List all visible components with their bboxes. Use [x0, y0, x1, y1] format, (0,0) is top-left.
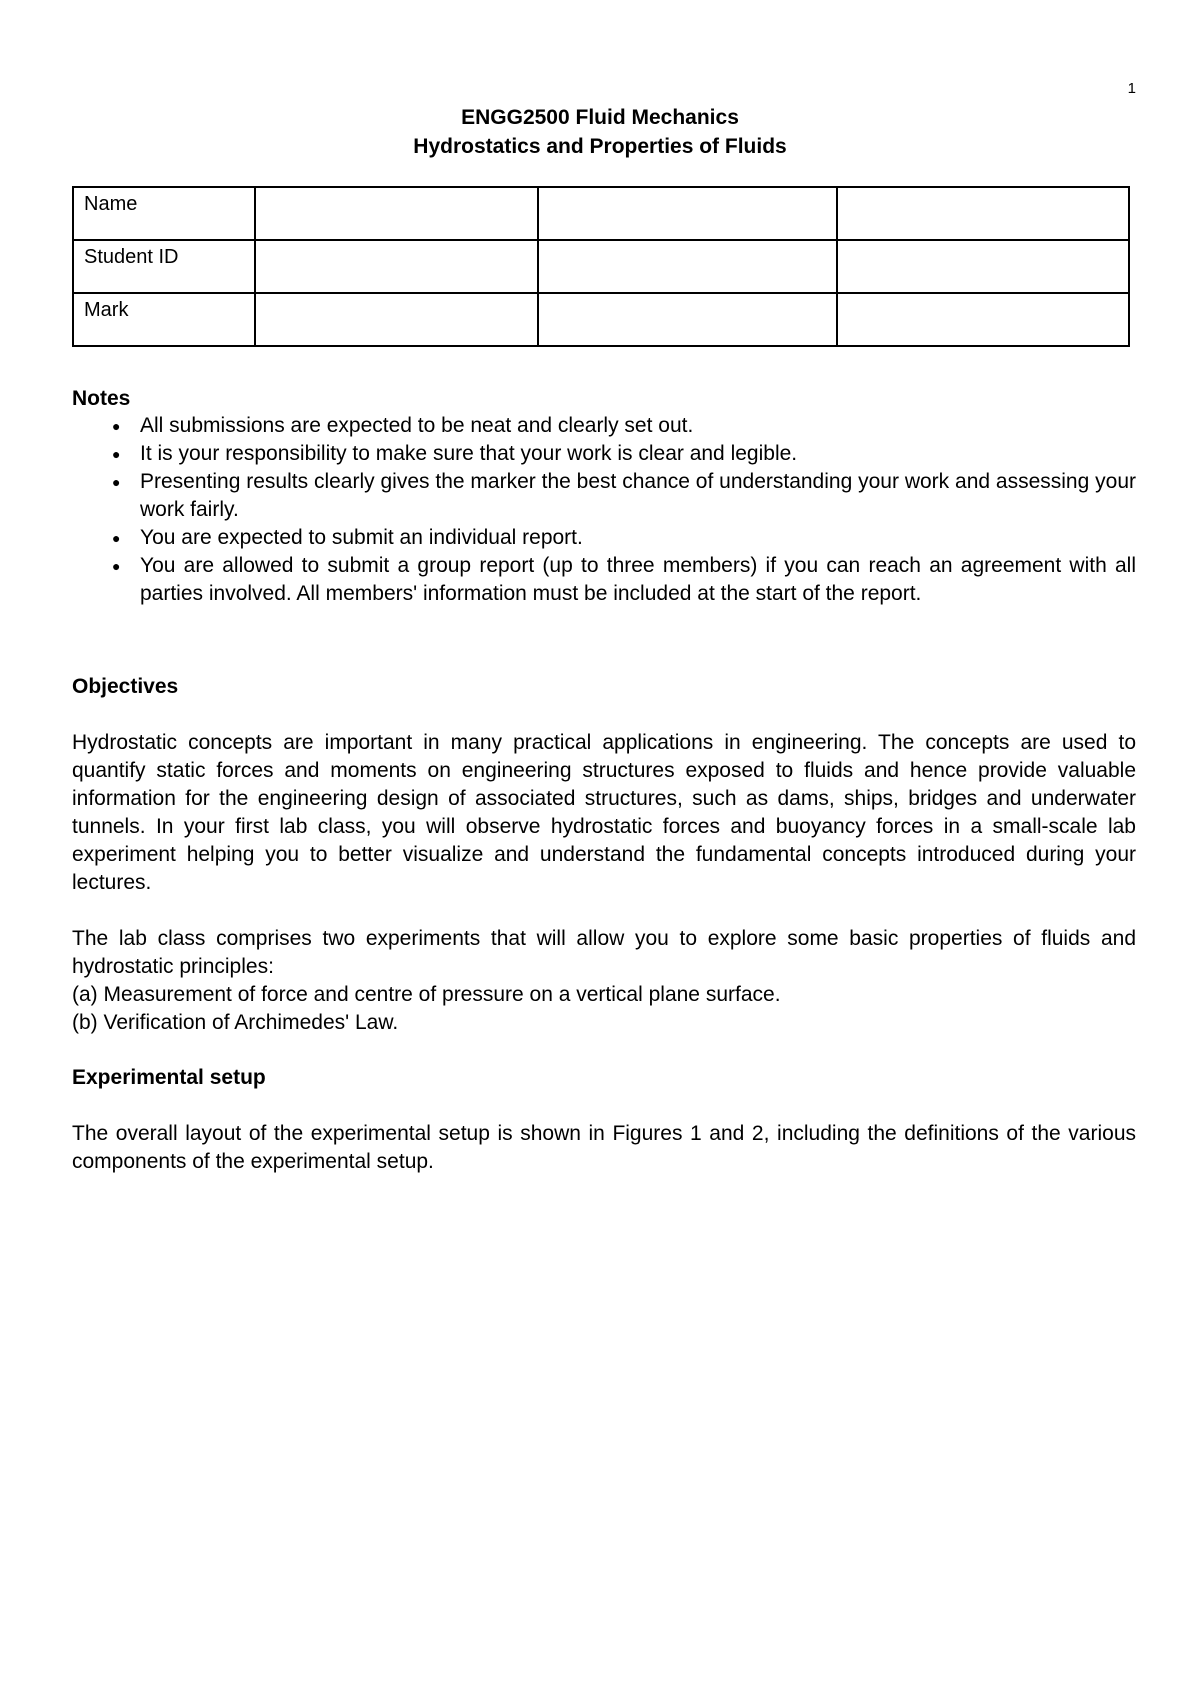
list-item: ● It is your responsibility to make sure that your work is clear and legible.	[72, 440, 1136, 468]
bullet-icon: ●	[112, 530, 121, 546]
list-item: ● Presenting results clearly gives the marker the best chance of understanding your work and assessing your work fairly.	[112, 470, 1136, 521]
title-course: ENGG2500 Fluid Mechanics	[461, 106, 739, 129]
mark-cell-1[interactable]	[255, 293, 538, 346]
page-number: 1	[1127, 80, 1136, 97]
title-subject: Hydrostatics and Properties of Fluids	[413, 135, 787, 158]
name-cell-3[interactable]	[837, 187, 1129, 240]
student-id-cell-1[interactable]	[255, 240, 538, 293]
list-item: ● You are expected to submit an individual report.	[72, 524, 1136, 552]
experiment-item-a: (a) Measurement of force and centre of pressure on a vertical plane surface.	[72, 983, 781, 1006]
objectives-heading: Objectives	[72, 675, 179, 698]
list-item: ● All submissions are expected to be neat and clearly set out.	[72, 412, 1136, 440]
document-title	[0, 103, 1200, 161]
table-row-mark	[73, 293, 1129, 346]
bullet-icon: ●	[112, 474, 121, 490]
name-cell-2[interactable]	[538, 187, 837, 240]
experimental-setup-heading: Experimental setup	[72, 1066, 266, 1089]
table-row-student-id	[73, 240, 1129, 293]
list-item: ● You are allowed to submit a group report (up to three members) if you can reach an agreement with all parties involved. All members' information must be included at the start of the report.	[112, 554, 1136, 605]
bullet-icon: ●	[112, 446, 121, 462]
name-cell-1[interactable]	[255, 187, 538, 240]
student-id-label: Student ID	[73, 240, 255, 293]
student-id-cell-3[interactable]	[837, 240, 1129, 293]
experiment-item-b: (b) Verification of Archimedes' Law.	[72, 1011, 399, 1034]
notes-list	[72, 412, 1136, 608]
objectives-paragraph-1: Hydrostatic concepts are important in many practical applications in engineering. The concepts are used to quantify static forces and moments on engineering structures exposed to fluids and hence provide valuable information for the engineering design of associated structures, such as dams, ships, bridges and underwater tunnels. In your first lab class, you will observe hydrostatic forces and buoyancy forces in a small-scale lab experiment helping you to better visualize and understand the fundamental concepts introduced during your lectures.	[72, 731, 1136, 894]
bullet-icon: ●	[112, 418, 121, 434]
bullet-icon: ●	[112, 558, 121, 574]
name-label: Name	[73, 187, 255, 240]
objectives-paragraph-2: The lab class comprises two experiments that will allow you to explore some basic properties of fluids and hydrostatic principles:	[72, 927, 1136, 978]
table-row-name	[73, 187, 1129, 240]
experimental-setup-paragraph: The overall layout of the experimental setup is shown in Figures 1 and 2, including the definitions of the various components of the experimental setup.	[72, 1122, 1136, 1173]
mark-label: Mark	[73, 293, 255, 346]
mark-cell-3[interactable]	[837, 293, 1129, 346]
mark-cell-2[interactable]	[538, 293, 837, 346]
student-id-cell-2[interactable]	[538, 240, 837, 293]
student-info-table	[72, 186, 1130, 347]
notes-heading: Notes	[72, 387, 131, 410]
